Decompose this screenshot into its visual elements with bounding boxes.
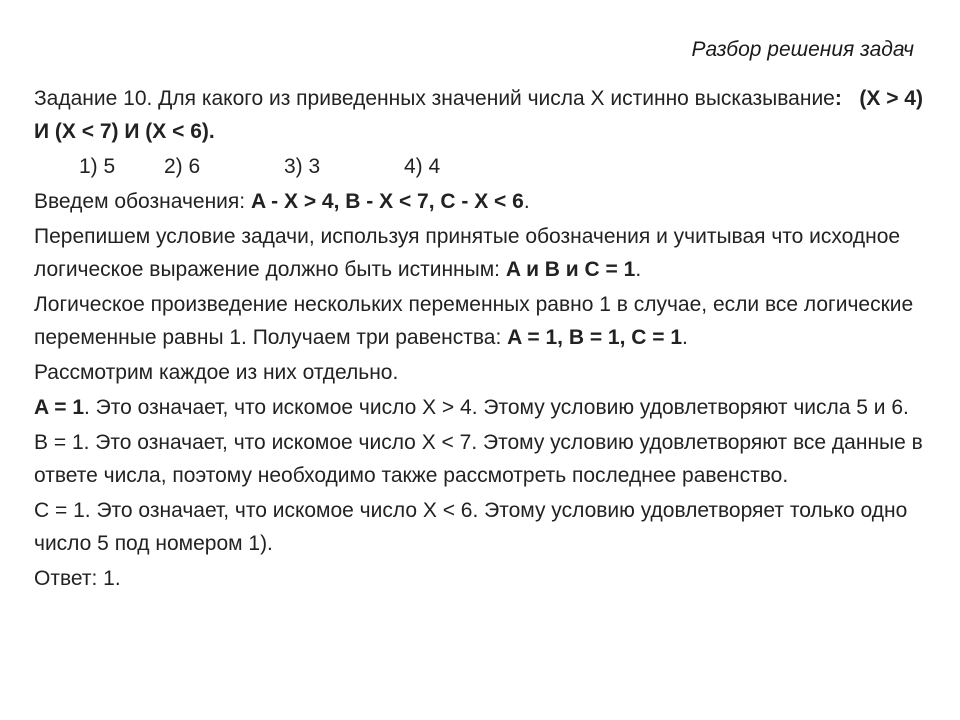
paragraph-bold: A и B и C = 1 xyxy=(505,258,636,281)
slide-title: Разбор решения задач xyxy=(691,38,914,61)
option-2: 2) 6 xyxy=(164,155,201,178)
option-4: 4) 4 xyxy=(404,155,441,178)
paragraph-text: Введем обозначения: xyxy=(34,190,251,213)
paragraph-b-equals-1 xyxy=(34,426,934,492)
paragraph-text: C = 1. Это означает, что искомое число X < 6. Этому условию удовлетворяет только одно число 5 под номером 1). xyxy=(34,499,908,555)
task-statement xyxy=(34,82,934,148)
paragraph-notation xyxy=(34,185,934,218)
paragraph-text: Перепишем условие задачи, используя принятые обозначения и учитывая что исходное логическое выражение должно быть истинным: xyxy=(34,225,901,281)
paragraph-text: . Это означает, что искомое число X > 4. Этому условию удовлетворяют числа 5 и 6. xyxy=(84,396,909,419)
paragraph-text: Логическое произведение нескольких переменных равно 1 в случае, если все логические переменные равны 1. Получаем три равенства: xyxy=(34,293,914,349)
paragraph-consider xyxy=(34,356,934,389)
task-prefix: Задание 10. Для какого из приведенных значений числа X истинно высказывание xyxy=(34,87,835,110)
task-colon: : xyxy=(834,87,842,110)
task-expression: (X > 4) И (X < 7) И (X < 6). xyxy=(34,87,923,143)
paragraph-c-equals-1 xyxy=(34,494,934,560)
paragraph-text: B = 1. Это означает, что искомое число X < 7. Этому условию удовлетворяют все данные в ответе числа, поэтому необходимо также рассмотреть последнее равенство. xyxy=(34,431,923,487)
paragraph-end: . xyxy=(523,190,530,213)
option-3: 3) 3 xyxy=(284,155,321,178)
paragraph-text: Ответ: 1. xyxy=(34,567,121,590)
paragraph-bold: A - X > 4, B - X < 7, C - X < 6 xyxy=(250,190,524,213)
paragraph-bold: A = 1, B = 1, C = 1 xyxy=(507,326,683,349)
paragraph-bold: A = 1 xyxy=(34,396,84,419)
slide-content xyxy=(34,82,934,597)
paragraph-end: . xyxy=(682,326,688,349)
paragraph-answer xyxy=(34,562,934,595)
paragraph-rewrite xyxy=(34,220,934,286)
paragraph-text: Рассмотрим каждое из них отдельно. xyxy=(34,361,399,384)
option-1: 1) 5 xyxy=(79,155,116,178)
answer-options xyxy=(34,150,934,183)
paragraph-a-equals-1 xyxy=(34,391,934,424)
paragraph-logical-product xyxy=(34,288,934,354)
paragraph-end: . xyxy=(635,258,642,281)
